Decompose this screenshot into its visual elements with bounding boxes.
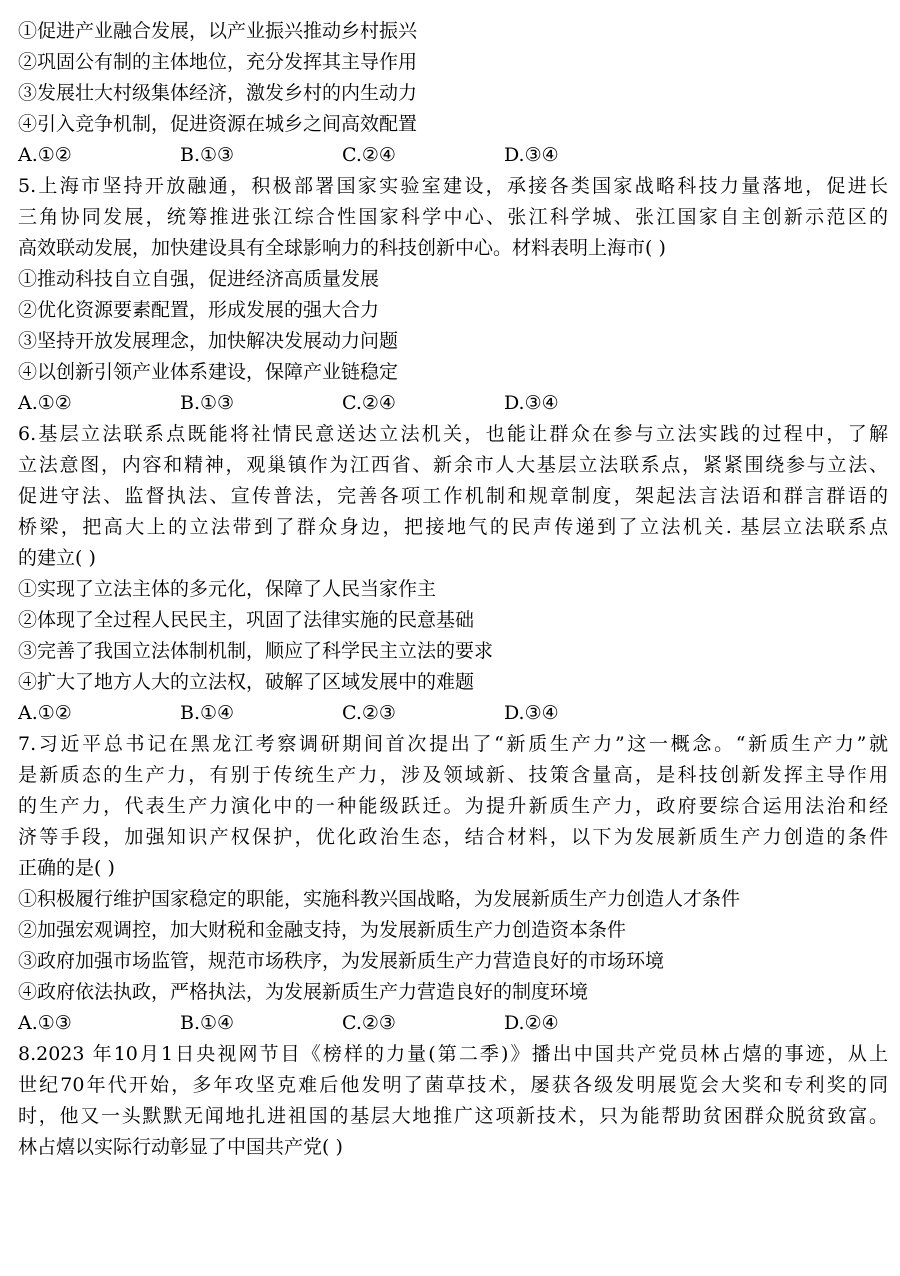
answer-choices: [18, 698, 888, 729]
question-stem-line: 正确的是( ): [18, 857, 115, 879]
option-line: ①促进产业融合发展，以产业振兴推动乡村振兴: [18, 20, 418, 42]
answer-choices: [18, 1008, 888, 1039]
option-line: ②巩固公有制的主体地位，充分发挥其主导作用: [18, 51, 418, 73]
question-stem-line: 7.习近平总书记在黑龙江考察调研期间首次提出了“新质生产力”这一概念。“新质生产力”就: [18, 733, 888, 755]
option-line: ③完善了我国立法体制机制，顺应了科学民主立法的要求: [18, 640, 494, 662]
question-stem-line: 立法意图，内容和精神，观巢镇作为江西省、新余市人大基层立法联系点，紧紧围绕参与立法、: [18, 454, 888, 476]
option-line: ②体现了全过程人民民主，巩固了法律实施的民意基础: [18, 609, 475, 631]
option-line: ③政府加强市场监管，规范市场秩序，为发展新质生产力营造良好的市场环境: [18, 950, 665, 972]
option-line: ②加强宏观调控，加大财税和金融支持，为发展新质生产力创造资本条件: [18, 919, 627, 941]
question-stem-line: 5.上海市坚持开放融通，积极部署国家实验室建设，承接各类国家战略科技力量落地，促进长: [18, 175, 888, 197]
choice-a: A.①③: [18, 1012, 72, 1034]
option-line: ③发展壮大村级集体经济，激发乡村的内生动力: [18, 82, 418, 104]
question-7: [18, 729, 888, 1039]
option-line: ④政府依法执政，严格执法，为发展新质生产力营造良好的制度环境: [18, 981, 589, 1003]
question-stem-line: 三角协同发展，统筹推进张江综合性国家科学中心、张江科学城、张江国家自主创新示范区的: [18, 206, 888, 228]
choice-b: B.①③: [180, 392, 235, 414]
choice-d: D.③④: [504, 702, 559, 724]
choice-d: D.②④: [504, 1012, 559, 1034]
option-line: ④以创新引领产业体系建设，保障产业链稳定: [18, 361, 399, 383]
question-stem-line: 8.2023 年10月1日央视网节目《榜样的力量(第二季)》播出中国共产党员林占熺的事迹，从上: [18, 1043, 888, 1065]
choice-d: D.③④: [504, 144, 559, 166]
choice-b: B.①③: [180, 144, 235, 166]
choice-a: A.①②: [18, 392, 72, 414]
question-stem-line: 桥梁，把高大上的立法带到了群众身边，把接地气的民声传递到了立法机关. 基层立法联系点: [18, 516, 888, 538]
option-line: ②优化资源要素配置，形成发展的强大合力: [18, 299, 380, 321]
choice-c: C.②④: [342, 392, 396, 414]
question-stem-line: 世纪70年代开始，多年攻坚克难后他发明了菌草技术，屡获各级发明展览会大奖和专利奖的同: [18, 1074, 888, 1096]
choice-c: C.②③: [342, 702, 396, 724]
option-line: ①实现了立法主体的多元化，保障了人民当家作主: [18, 578, 437, 600]
question-stem-line: 时，他又一头默默无闻地扎进祖国的基层大地推广这项新技术，只为能帮助贫困群众脱贫致富。: [18, 1105, 888, 1127]
choice-b: B.①④: [180, 1012, 235, 1034]
question-stem-line: 林占熺以实际行动彰显了中国共产党( ): [18, 1136, 343, 1158]
choice-a: A.①②: [18, 144, 72, 166]
question-stem-line: 高效联动发展，加快建设具有全球影响力的科技创新中心。材料表明上海市( ): [18, 237, 666, 259]
question-stem-line: 6.基层立法联系点既能将社情民意送达立法机关，也能让群众在参与立法实践的过程中，了解: [18, 423, 888, 445]
answer-choices: [18, 388, 888, 419]
answer-choices: [18, 140, 888, 171]
question-5: [18, 171, 888, 419]
choice-b: B.①④: [180, 702, 235, 724]
choice-d: D.③④: [504, 392, 559, 414]
question-stem-line: 的生产力，代表生产力演化中的一种能级跃迁。为提升新质生产力，政府要综合运用法治和经: [18, 795, 888, 817]
exam-page: [18, 16, 888, 1163]
question-8: [18, 1039, 888, 1163]
option-line: ①积极履行维护国家稳定的职能，实施科教兴国战略，为发展新质生产力创造人才条件: [18, 888, 741, 910]
question-stem-line: 济等手段，加强知识产权保护，优化政治生态，结合材料，以下为发展新质生产力创造的条件: [18, 826, 888, 848]
choice-c: C.②③: [342, 1012, 396, 1034]
option-line: ①推动科技自立自强，促进经济高质量发展: [18, 268, 380, 290]
choice-c: C.②④: [342, 144, 396, 166]
question-stem-line: 促进守法、监督执法、宣传普法，完善各项工作机制和规章制度，架起法言法语和群言群语的: [18, 485, 888, 507]
question-stem-line: 的建立( ): [18, 547, 96, 569]
choice-a: A.①②: [18, 702, 72, 724]
question-6: [18, 419, 888, 729]
option-line: ④扩大了地方人大的立法权，破解了区域发展中的难题: [18, 671, 475, 693]
question-stem-line: 是新质态的生产力，有别于传统生产力，涉及领域新、技策含量高，是科技创新发挥主导作用: [18, 764, 888, 786]
option-line: ③坚持开放发展理念，加快解决发展动力问题: [18, 330, 399, 352]
option-line: ④引入竞争机制，促进资源在城乡之间高效配置: [18, 113, 418, 135]
question-4-remainder: [18, 16, 888, 171]
